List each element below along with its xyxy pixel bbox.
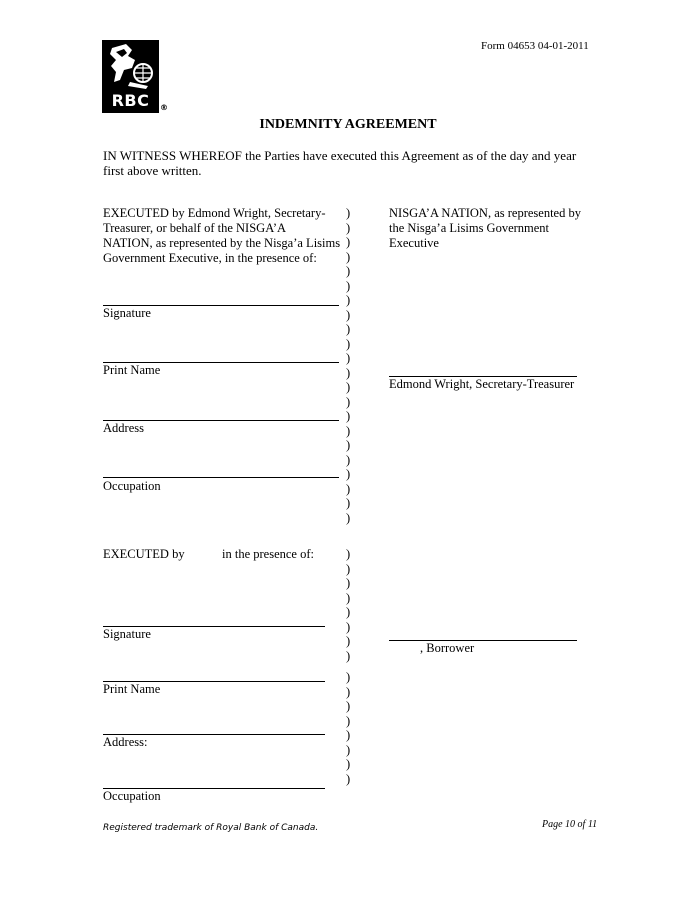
executed-by-label: EXECUTED by	[103, 547, 185, 561]
paren: )	[346, 684, 351, 699]
paren: )	[346, 670, 351, 684]
address-label-2: Address:	[103, 735, 148, 749]
paren: )	[346, 264, 351, 278]
paren: )	[346, 699, 351, 713]
paren: )	[346, 278, 351, 293]
borrower-signature-line[interactable]	[389, 640, 577, 641]
paren: )	[346, 467, 351, 481]
occupation-line[interactable]	[103, 477, 339, 478]
rbc-logo	[102, 40, 159, 113]
in-presence-label: in the presence of:	[222, 547, 314, 561]
paren: )	[346, 496, 351, 510]
text-line: Government Executive, in the presence of:	[103, 251, 317, 265]
paren: )	[346, 409, 351, 423]
occupation-label-2: Occupation	[103, 789, 161, 803]
paren: )	[346, 742, 351, 757]
page-title: INDEMNITY AGREEMENT	[259, 117, 437, 132]
signature-label: Signature	[103, 306, 151, 320]
paren: )	[346, 576, 351, 590]
paren: )	[346, 561, 351, 576]
paren: )	[346, 206, 351, 220]
paren: )	[346, 394, 351, 409]
witness-paragraph: IN WITNESS WHEREOF the Parties have executed this Agreement as of the day and year first above written.	[103, 148, 577, 178]
text-line: NATION, as represented by the Nisga’a Lisims	[103, 236, 341, 250]
executed-block-1-text	[103, 206, 353, 266]
logo-text: RBC	[111, 91, 150, 110]
paren: )	[346, 547, 351, 561]
text-line: Treasurer, or behalf of the NISGA’A	[103, 221, 287, 235]
parenthesis-column-2	[346, 547, 350, 663]
paren: )	[346, 293, 351, 307]
registered-mark: ®	[160, 103, 168, 112]
paren: )	[346, 351, 351, 365]
print-name-label-2: Print Name	[103, 682, 161, 696]
paren: )	[346, 452, 351, 467]
text-line: NISGA’A NATION, as represented by	[389, 206, 581, 220]
parenthesis-column-3	[346, 670, 350, 786]
lion-globe-icon	[102, 40, 159, 92]
text-line: EXECUTED by Edmond Wright, Secretary-	[103, 206, 326, 220]
paren: )	[346, 510, 351, 525]
paren: )	[346, 713, 351, 728]
paren: )	[346, 757, 351, 771]
form-number: Form 04653 04-01-2011	[481, 40, 589, 52]
paren: )	[346, 648, 351, 663]
address-label: Address	[103, 421, 144, 435]
paren: )	[346, 481, 351, 496]
paren: )	[346, 336, 351, 351]
paren: )	[346, 249, 351, 264]
parenthesis-column-1	[346, 206, 350, 525]
paren: )	[346, 728, 351, 742]
paren: )	[346, 380, 351, 394]
paren: )	[346, 590, 351, 605]
text-line: Executive	[389, 236, 439, 250]
paren: )	[346, 365, 351, 380]
nation-party-text	[389, 206, 609, 251]
signature-label-2: Signature	[103, 627, 151, 641]
text-line: the Nisga’a Lisims Government	[389, 221, 550, 235]
trademark-footer: Registered trademark of Royal Bank of Canada.	[103, 823, 319, 833]
paren: )	[346, 423, 351, 438]
paren: )	[346, 235, 351, 249]
paren: )	[346, 322, 351, 336]
paren: )	[346, 619, 351, 634]
borrower-label: , Borrower	[420, 641, 475, 655]
occupation-label: Occupation	[103, 479, 161, 493]
paren: )	[346, 307, 351, 322]
print-name-label: Print Name	[103, 363, 161, 377]
paren: )	[346, 771, 351, 786]
paren: )	[346, 605, 351, 619]
paren: )	[346, 634, 351, 648]
paren: )	[346, 438, 351, 452]
page-number: Page 10 of 11	[542, 819, 598, 830]
signatory-name: Edmond Wright, Secretary-Treasurer	[389, 377, 575, 391]
paren: )	[346, 220, 351, 235]
